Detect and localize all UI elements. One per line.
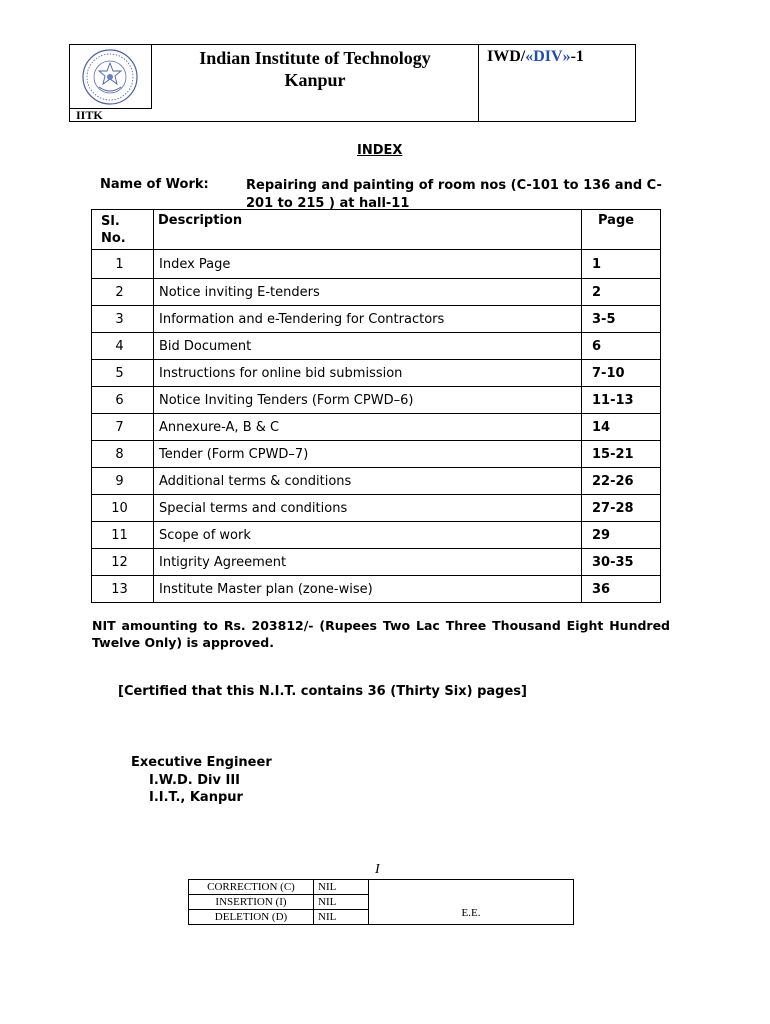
description-cell: Tender (Form CPWD–7) (154, 441, 582, 468)
sl-cell: 1 (92, 250, 154, 279)
index-table (91, 209, 661, 603)
correction-value: NIL (314, 895, 369, 910)
corrections-table-body (189, 880, 574, 925)
institute-name-line2: Kanpur (284, 70, 346, 90)
corrections-table (188, 879, 574, 925)
page-cell: 22-26 (582, 468, 661, 495)
institute-name (152, 45, 478, 91)
correction-type: DELETION (D) (189, 910, 314, 925)
code-merge-field: «DIV» (525, 48, 571, 65)
page-cell: 7-10 (582, 360, 661, 387)
sl-cell: 13 (92, 576, 154, 603)
header-sl-no: Sl. No. (92, 210, 154, 250)
page-cell: 2 (582, 279, 661, 306)
table-row (92, 333, 661, 360)
nit-statement: NIT amounting to Rs. 203812/- (Rupees Two Lac Three Thousand Eight Hundred Twelve Only) is approved. (92, 618, 670, 650)
page-cell: 15-21 (582, 441, 661, 468)
index-heading: INDEX (357, 143, 403, 158)
description-cell: Additional terms & conditions (154, 468, 582, 495)
page-cell: 27-28 (582, 495, 661, 522)
sl-cell: 5 (92, 360, 154, 387)
signatory-institute: I.I.T., Kanpur (149, 790, 243, 805)
page-cell: 14 (582, 414, 661, 441)
description-cell: Information and e-Tendering for Contractors (154, 306, 582, 333)
sl-cell: 12 (92, 549, 154, 576)
table-row (92, 279, 661, 306)
description-cell: Scope of work (154, 522, 582, 549)
document-code-cell (478, 45, 637, 121)
ee-signature-cell: E.E. (369, 880, 574, 925)
page-mark: I (375, 862, 380, 877)
sl-cell: 2 (92, 279, 154, 306)
index-table-body (92, 250, 661, 603)
description-cell: Notice inviting E-tenders (154, 279, 582, 306)
table-row (92, 306, 661, 333)
page-cell: 30-35 (582, 549, 661, 576)
correction-type: CORRECTION (C) (189, 880, 314, 895)
sl-cell: 10 (92, 495, 154, 522)
sl-cell: 4 (92, 333, 154, 360)
sl-cell: 7 (92, 414, 154, 441)
page-cell: 11-13 (582, 387, 661, 414)
signatory-division: I.W.D. Div III (149, 772, 241, 788)
description-cell: Special terms and conditions (154, 495, 582, 522)
table-row (92, 250, 661, 279)
name-of-work-value: Repairing and painting of room nos (C-101 to 136 and C-201 to 215 ) at hall-11 (246, 178, 662, 211)
table-header-row (92, 210, 661, 250)
sl-cell: 9 (92, 468, 154, 495)
corrections-row (189, 880, 574, 895)
description-cell: Intigrity Agreement (154, 549, 582, 576)
description-cell: Instructions for online bid submission (154, 360, 582, 387)
institute-name-line1: Indian Institute of Technology (199, 48, 431, 68)
signatory-block (131, 754, 272, 807)
sl-cell: 11 (92, 522, 154, 549)
certificate-statement: [Certified that this N.I.T. contains 36 (Thirty Six) pages] (118, 684, 527, 699)
code-prefix: IWD/ (487, 48, 526, 65)
correction-type: INSERTION (I) (189, 895, 314, 910)
table-row (92, 576, 661, 603)
page-cell: 6 (582, 333, 661, 360)
description-cell: Annexure-A, B & C (154, 414, 582, 441)
header-description: Description (154, 210, 582, 250)
table-row (92, 495, 661, 522)
code-suffix: -1 (570, 48, 584, 65)
name-of-work-label: Name of Work: (100, 177, 209, 192)
table-row (92, 549, 661, 576)
correction-value: NIL (314, 880, 369, 895)
table-row (92, 387, 661, 414)
table-row (92, 522, 661, 549)
page-cell: 36 (582, 576, 661, 603)
sl-cell: 8 (92, 441, 154, 468)
iitk-seal-icon (79, 47, 141, 107)
table-row (92, 414, 661, 441)
sl-cell: 3 (92, 306, 154, 333)
description-cell: Bid Document (154, 333, 582, 360)
logo-caption: IITK (76, 108, 103, 122)
table-row (92, 468, 661, 495)
sl-cell: 6 (92, 387, 154, 414)
letterhead (69, 44, 636, 122)
page-cell: 1 (582, 250, 661, 279)
signatory-title: Executive Engineer (131, 755, 272, 770)
table-row (92, 441, 661, 468)
document-code (487, 48, 584, 66)
page-cell: 29 (582, 522, 661, 549)
description-cell: Notice Inviting Tenders (Form CPWD–6) (154, 387, 582, 414)
table-row (92, 360, 661, 387)
logo-cell (70, 45, 152, 122)
page-cell: 3-5 (582, 306, 661, 333)
header-page: Page (582, 210, 661, 250)
description-cell: Institute Master plan (zone-wise) (154, 576, 582, 603)
correction-value: NIL (314, 910, 369, 925)
description-cell: Index Page (154, 250, 582, 279)
